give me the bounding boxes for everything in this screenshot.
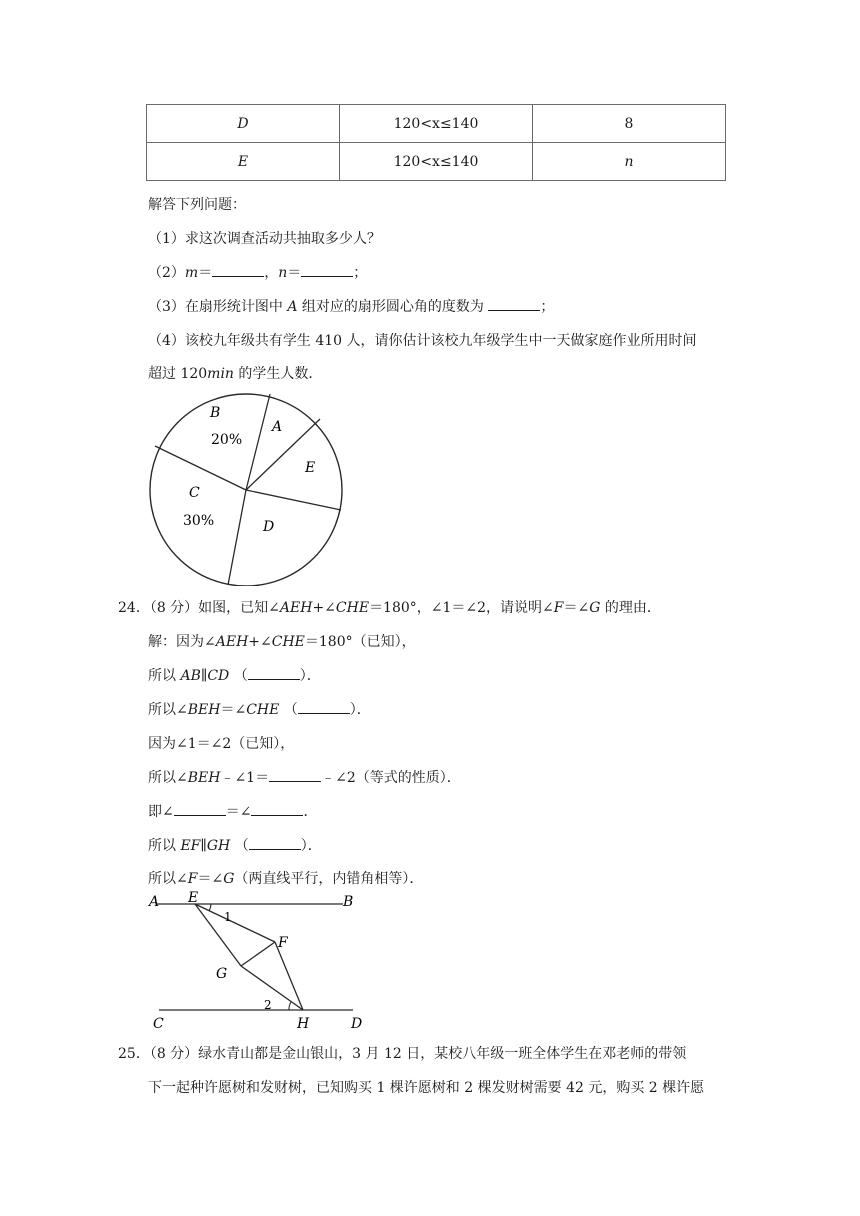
- pie-label-C: C: [189, 485, 200, 501]
- step-text: （: [279, 702, 298, 718]
- angle-G: G: [589, 600, 601, 616]
- step-text: （: [230, 838, 249, 854]
- pie-label-A: A: [272, 419, 283, 435]
- pie-chart-figure: [145, 386, 350, 586]
- q24-step3: [148, 699, 371, 719]
- q25-line1: 25．（8 分）绿水青山都是金山银山，3 月 12 日，某校八年级一班全体学生在邓老师的带领: [118, 1046, 687, 1062]
- answer-blank-angle[interactable]: [269, 767, 321, 782]
- angle-2-arc: [289, 1002, 291, 1010]
- step-text: 所以: [148, 838, 181, 854]
- answer-blank-angle[interactable]: [174, 801, 226, 816]
- angle-AEH: AEH: [215, 634, 249, 650]
- step-text: 所以: [148, 668, 181, 684]
- q24-title-b: ＝180°，∠1＝∠2，请说明∠: [369, 600, 554, 616]
- table-cell-group: D: [147, 105, 340, 143]
- step-text: ＝∠: [225, 804, 252, 820]
- point-G-label: G: [216, 966, 228, 982]
- q23-part3-b: 组对应的扇形圆心角的度数为: [297, 299, 489, 315]
- end-mark: ；: [540, 299, 555, 315]
- unit-min: min: [207, 366, 234, 382]
- q23-part4-text: 超过 120: [148, 366, 208, 382]
- table-cell-range: 120<x≤140: [340, 105, 533, 143]
- angle-CHE: CHE: [335, 600, 370, 616]
- angle-BEH: BEH: [187, 770, 221, 786]
- line-EF: EF: [180, 838, 201, 854]
- point-C-label: C: [153, 1016, 164, 1030]
- var-n: n: [278, 265, 288, 281]
- eq: ＝∠: [220, 702, 247, 718]
- eq-sign: ＝: [287, 265, 302, 281]
- angle-F: F: [187, 871, 198, 887]
- pie-label-B: B: [210, 405, 221, 421]
- var-m: m: [184, 265, 199, 281]
- q23-part4-line2: [148, 363, 322, 383]
- point-H-label: H: [297, 1016, 310, 1030]
- angle-1-label: 1: [224, 910, 232, 924]
- separator: ，: [264, 265, 279, 281]
- angle-G: G: [223, 871, 235, 887]
- step-text: ﹣∠1＝: [220, 770, 270, 786]
- step-text: （两直线平行，内错角相等）．: [234, 871, 424, 887]
- step-text: 即∠: [148, 804, 174, 820]
- table-row: [147, 143, 726, 181]
- eq: ＝∠: [197, 871, 224, 887]
- answer-blank-reason[interactable]: [298, 699, 350, 714]
- point-A-label: A: [149, 894, 160, 910]
- pie-label-D: D: [263, 519, 275, 535]
- q23-part1: （1）求这次调查活动共抽取多少人？: [148, 231, 381, 247]
- q24-step2: [148, 665, 321, 685]
- angle-F: F: [553, 600, 564, 616]
- step-text: 所以∠: [148, 871, 188, 887]
- step-text: 所以∠: [148, 702, 188, 718]
- q24-step1: [148, 631, 416, 651]
- eq-sign: ＝: [198, 265, 213, 281]
- table-cell-count: 8: [533, 105, 726, 143]
- angle-CHE: CHE: [271, 634, 305, 650]
- pie-pct-B: 20%: [211, 432, 243, 448]
- q24-step6: [148, 801, 317, 821]
- point-D-label: D: [351, 1016, 363, 1030]
- step-text: 解：因为∠: [148, 634, 216, 650]
- step-text: ．: [303, 804, 318, 820]
- pie-pct-C: 30%: [183, 513, 215, 529]
- q24-title: [118, 597, 661, 617]
- q23-part2: [148, 262, 367, 282]
- q24-step7: [148, 835, 322, 855]
- point-F-label: F: [278, 935, 288, 951]
- q24-step4: 因为∠1＝∠2（已知），: [148, 736, 295, 752]
- segment-F-G: [241, 942, 275, 966]
- q23-part2-prefix: （2）: [148, 265, 185, 281]
- q24-title-c: 的理由．: [600, 600, 661, 616]
- step-text: ﹣∠2（等式的性质）．: [321, 770, 461, 786]
- frequency-table: [146, 104, 726, 181]
- line-GH: GH: [206, 838, 231, 854]
- step-text: ）．: [349, 702, 371, 718]
- table-cell-count: n: [533, 143, 726, 181]
- step-text: 所以∠: [148, 770, 188, 786]
- table-row: [147, 105, 726, 143]
- answer-blank-reason[interactable]: [248, 665, 300, 680]
- q24-step8: [148, 868, 423, 888]
- point-B-label: B: [343, 894, 354, 910]
- step-text: ＝180°（已知），: [304, 634, 416, 650]
- q25-line2: 下一起种许愿树和发财树，已知购买 1 棵许愿树和 2 棵发财树需要 42 元，购买 2 棵许愿: [148, 1080, 705, 1096]
- pie-label-E: E: [305, 460, 316, 476]
- plus: +∠: [312, 600, 336, 616]
- q23-part3: [148, 296, 554, 316]
- parallel-sign: ∥: [200, 838, 207, 854]
- step-text: ）．: [299, 668, 321, 684]
- end-mark: ；: [353, 265, 368, 281]
- answer-blank-angle[interactable]: [488, 296, 540, 311]
- step-text: ）．: [300, 838, 322, 854]
- table-cell-group: E: [147, 143, 340, 181]
- q23-intro: 解答下列问题：: [148, 197, 246, 213]
- q23-part4-line1: （4）该校九年级共有学生 410 人，请你估计该校九年级学生中一天做家庭作业所用时间: [148, 333, 697, 349]
- geometry-figure: [145, 890, 370, 1030]
- plus: +∠: [248, 634, 272, 650]
- answer-blank-n[interactable]: [301, 262, 353, 277]
- q24-title-a: 24．（8 分）如图，已知∠: [118, 600, 280, 616]
- line-CD: CD: [207, 668, 230, 684]
- step-text: （: [229, 668, 248, 684]
- point-E-label: E: [188, 890, 199, 906]
- q23-part3-a: （3）在扇形统计图中: [148, 299, 288, 315]
- parallel-sign: ∥: [200, 668, 208, 684]
- answer-blank-reason[interactable]: [249, 835, 301, 850]
- answer-blank-m[interactable]: [212, 262, 264, 277]
- eq: ＝∠: [563, 600, 590, 616]
- answer-blank-angle[interactable]: [251, 801, 303, 816]
- angle-2-label: 2: [264, 998, 272, 1012]
- var-A: A: [287, 299, 298, 315]
- q24-step5: [148, 767, 461, 787]
- angle-1-arc: [209, 904, 211, 911]
- angle-CHE: CHE: [246, 702, 280, 718]
- segment-EG: [195, 904, 241, 966]
- angle-BEH: BEH: [187, 702, 221, 718]
- line-AB: AB: [180, 668, 201, 684]
- segment-EF: [195, 904, 275, 942]
- q23-part4-text-end: 的学生人数．: [233, 366, 323, 382]
- table-cell-range: 120<x≤140: [340, 143, 533, 181]
- angle-AEH: AEH: [279, 600, 313, 616]
